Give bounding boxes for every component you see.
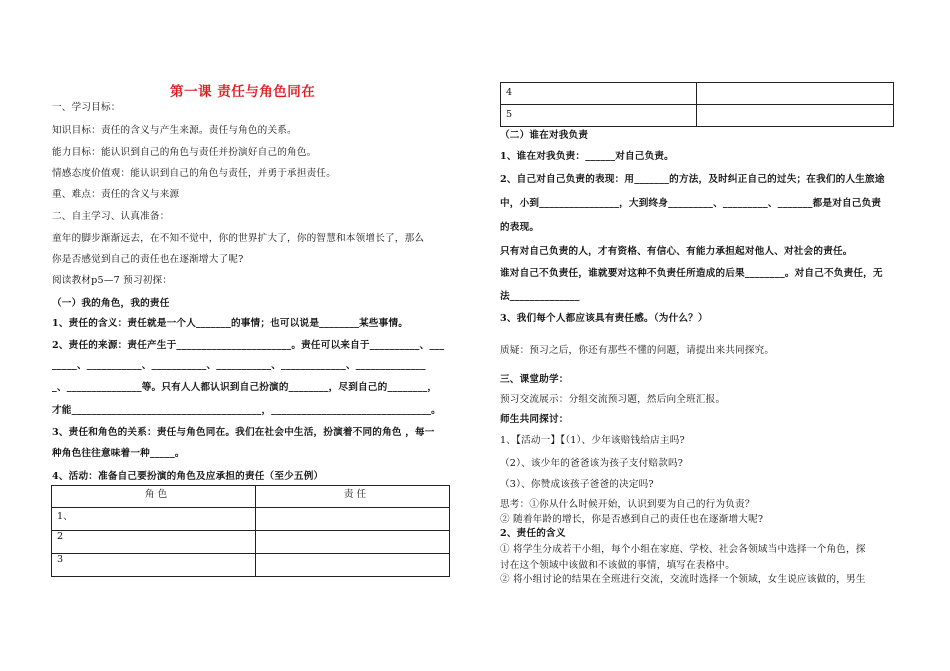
text-line: 才能______________________________________，________________________________。 xyxy=(52,405,441,416)
text-line: 知识目标：责任的含义与产生来源。责任与角色的关系。 xyxy=(52,125,297,136)
text-line: 1、谁在对我负责：______对自己负责。 xyxy=(500,151,674,162)
table-header-role: 角 色 xyxy=(52,486,256,508)
text-line: 一、学习目标： xyxy=(52,102,121,113)
text-line: 讨在这个领域中该做和不该做的事情，填写在表格中。 xyxy=(500,560,736,571)
table-cell xyxy=(256,554,450,577)
text-line: 童年的脚步渐渐远去，在不知不觉中，你的世界扩大了，你的智慧和本领增长了，那么 xyxy=(52,233,425,244)
text-line: 法______________ xyxy=(500,291,580,302)
text-line: 1、责任的含义：责任就是一个人_______的事情；也可以说是________某些事情。 xyxy=(52,318,409,329)
page-title: 第一课 责任与角色同在 xyxy=(170,84,316,100)
text-line: 2、责任的来源：责任产生于_______________________。责任可以来自于__________、___ xyxy=(52,340,445,351)
table-header-responsibility: 责 任 xyxy=(256,486,450,508)
role-responsibility-table xyxy=(51,485,450,577)
text-line: 种角色往往意味着一种_____。 xyxy=(52,448,185,459)
text-line: 思考：①你从什么时候开始，认识到要为自己的行为负责？ xyxy=(500,499,755,510)
text-line: 2、自己对自己负责的表现：用_______的方法，及时纠正自己的过失；在我们的人生旅途 xyxy=(500,174,885,185)
table-row-label: 5 xyxy=(501,105,697,127)
text-line: 你是否感觉到自己的责任也在逐渐增大了呢? xyxy=(52,254,244,265)
text-line: 阅读教材p5—7 预习初探： xyxy=(52,275,173,286)
text-line: ② 随着年龄的增长，你是否感到自己的责任也在逐渐增大呢? xyxy=(500,514,764,525)
role-responsibility-table-continued xyxy=(500,82,894,127)
text-line: 师生共同探讨： xyxy=(500,414,569,425)
text-line: ② 将小组讨论的结果在全班进行交流，交流时选择一个领域，女生说应该做的，男生 xyxy=(500,574,866,585)
text-line: ① 将学生分成若干小组，每个小组在家庭、学校、社会各领域当中选择一个角色，探 xyxy=(500,544,866,555)
text-line: 能力目标：能认识到自己的角色与责任并扮演好自己的角色。 xyxy=(52,147,317,158)
text-line: 二、自主学习、认真准备： xyxy=(52,211,170,222)
table-row-label: 3 xyxy=(52,554,256,577)
text-line: 三、课堂助学： xyxy=(500,374,569,385)
text-line: 重、难点：责任的含义与来源 xyxy=(52,189,180,200)
text-line: 3、我们每个人都应该具有责任感。（为什么？） xyxy=(500,313,708,324)
text-line: 情感态度价值观：能认识到自己的角色与责任，并勇于承担责任。 xyxy=(52,168,337,179)
table-cell xyxy=(697,105,894,127)
text-line: （二）谁在对我负责 xyxy=(500,130,589,141)
table-row-label: 4 xyxy=(501,83,697,105)
text-line: （2）、该少年的爸爸该为孩子支付赔款吗? xyxy=(500,458,684,469)
text-line: 2、责任的含义 xyxy=(500,528,566,539)
text-line: 只有对自己负责的人，才有资格、有信心、有能力承担起对他人、对社会的责任。 xyxy=(500,246,853,257)
text-line: 质疑：预习之后，你还有那些不懂的问题，请提出来共同探究。 xyxy=(500,345,775,356)
text-line: （3）、你赞成该孩子爸爸的决定吗? xyxy=(500,479,654,490)
text-line: _____、___________、___________、___________、_____________、______________ xyxy=(52,360,426,371)
text-line: 预习交流展示：分组交流预习题，然后向全班汇报。 xyxy=(500,394,726,405)
table-cell xyxy=(256,531,450,554)
table-row-label: 2 xyxy=(52,531,256,554)
table-row-label: 1、 xyxy=(52,508,256,531)
text-line: （一）我的角色，我的责任 xyxy=(52,298,170,309)
text-line: 谁对自己不负责任，谁就要对这种不负责任所造成的后果________。对自己不负责任，无 xyxy=(500,268,883,279)
table-cell xyxy=(256,508,450,531)
table-cell xyxy=(697,83,894,105)
text-line: _、_______________等。只有人人都认识到自己扮演的________，尽到自己的________， xyxy=(52,382,438,393)
text-line: 4、活动：准备自己要扮演的角色及应承担的责任（至少五例） xyxy=(52,471,324,482)
text-line: 中，小到________________，大到终身_________、_________、_______都是对自己负责 xyxy=(500,198,882,209)
text-line: 1、【活动一】【（1）、少年该赔钱给店主吗? xyxy=(500,435,685,446)
text-line: 3、责任和角色的关系：责任与角色同在。我们在社会中生活，扮演着不同的角色 ，每一 xyxy=(52,427,435,438)
text-line: 的表现。 xyxy=(500,222,540,233)
